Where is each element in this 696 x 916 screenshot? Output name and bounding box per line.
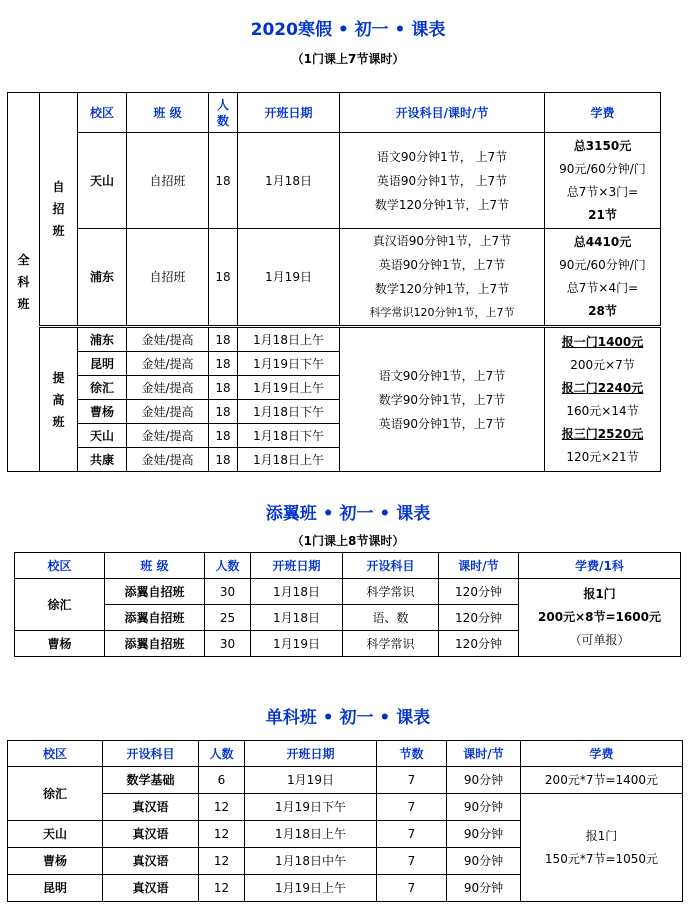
s2-date: 1月19日 — [251, 631, 343, 657]
header-campus: 校区 — [78, 93, 127, 133]
s2-class: 添翼自招班 — [105, 605, 205, 631]
fee-two: 报二门2240元 — [561, 380, 644, 395]
s2-count: 30 — [205, 579, 251, 605]
s2-class: 添翼自招班 — [105, 631, 205, 657]
fee-one: 报一门1400元 — [561, 334, 644, 349]
s3-header-campus: 校区 — [8, 741, 103, 767]
s3-count: 12 — [199, 875, 245, 902]
tg-row-count: 18 — [209, 400, 238, 424]
tg-row-campus: 昆明 — [78, 352, 127, 376]
subject-line: 语文90分钟1节， 上7节 — [376, 149, 508, 164]
s2-date: 1月18日 — [251, 579, 343, 605]
s2-fee — [519, 579, 681, 657]
tg-row-class: 金娃/提高 — [127, 352, 209, 376]
section3-table — [7, 740, 683, 902]
section3-title: 单科班 • 初一 • 课表 — [265, 708, 431, 728]
subject-line: 英语90分钟1节，上7节 — [378, 416, 506, 431]
fee-rate: 90元/60分钟/门 — [559, 258, 646, 272]
tg-row-date: 1月18日下午 — [238, 424, 340, 448]
s2-header-date: 开班日期 — [251, 553, 343, 579]
s3-hours: 90分钟 — [447, 767, 521, 794]
fee-total: 总4410元 — [573, 235, 632, 249]
zz-row2-fee — [545, 229, 661, 327]
s2-header-fee: 学费/1科 — [519, 553, 681, 579]
tg-row-count: 18 — [209, 448, 238, 472]
fee-sessions: 28节 — [588, 304, 617, 318]
section1-title: 2020寒假 • 初一 • 课表 — [250, 20, 446, 40]
header-subjects: 开设科目/课时/节 — [340, 93, 545, 133]
s3-subject: 真汉语 — [103, 875, 199, 902]
s3-header-count: 人数 — [199, 741, 245, 767]
header-class: 班 级 — [127, 93, 209, 133]
subject-line: 数学120分钟1节，上7节 — [374, 282, 510, 296]
s3-date: 1月18日中午 — [245, 848, 377, 875]
header-count: 人 数 — [209, 93, 238, 133]
s2-class: 添翼自招班 — [105, 579, 205, 605]
s2-hours: 120分钟 — [439, 605, 519, 631]
s2-subject: 科学常识 — [343, 631, 439, 657]
subject-line: 语文90分钟1节，上7节 — [378, 368, 506, 383]
subject-line: 英语90分钟1节，上7节 — [378, 258, 506, 272]
s2-subject: 语、数 — [343, 605, 439, 631]
s3-fee-a: 200元*7节=1400元 — [521, 767, 683, 794]
header-start-date: 开班日期 — [238, 93, 340, 133]
s3-date: 1月19日 — [245, 767, 377, 794]
s2-count: 25 — [205, 605, 251, 631]
zz-row2-campus: 浦东 — [78, 229, 127, 327]
s3-hours: 90分钟 — [447, 875, 521, 902]
s3-header-date: 开班日期 — [245, 741, 377, 767]
s3-header-fee: 学费 — [521, 741, 683, 767]
zz-row1-campus: 天山 — [78, 133, 127, 229]
s3-date: 1月19日下午 — [245, 794, 377, 821]
s3-sessions: 7 — [377, 821, 447, 848]
fee-calc: 总7节×3门= — [566, 184, 639, 199]
subject-line: 真汉语90分钟1节，上7节 — [372, 234, 512, 248]
fee-calc: 200元×8节=1600元 — [538, 610, 661, 624]
tg-row-date: 1月19日下午 — [238, 352, 340, 376]
s3-sessions: 7 — [377, 875, 447, 902]
s3-count: 12 — [199, 848, 245, 875]
s2-header-count: 人数 — [205, 553, 251, 579]
tg-row-class: 金娃/提高 — [127, 376, 209, 400]
tg-row-class: 金娃/提高 — [127, 448, 209, 472]
fee-one-calc: 200元×7节 — [570, 357, 635, 372]
s3-header-subject: 开设科目 — [103, 741, 199, 767]
tg-row-count: 18 — [209, 424, 238, 448]
s3-subject: 数学基础 — [103, 767, 199, 794]
s2-hours: 120分钟 — [439, 579, 519, 605]
s3-campus: 昆明 — [8, 875, 103, 902]
s2-header-hours: 课时/节 — [439, 553, 519, 579]
tg-row-count: 18 — [209, 327, 238, 352]
header-fee: 学费 — [545, 93, 661, 133]
s3-subject: 真汉语 — [103, 821, 199, 848]
tg-row-count: 18 — [209, 376, 238, 400]
tg-row-campus: 天山 — [78, 424, 127, 448]
fee-title: 报1门 — [585, 828, 618, 843]
tg-row-date: 1月18日下午 — [238, 400, 340, 424]
fee-rate: 90元/60分钟/门 — [559, 161, 646, 176]
s3-count: 12 — [199, 821, 245, 848]
s2-header-subject: 开设科目 — [343, 553, 439, 579]
zz-row1-fee — [545, 133, 661, 229]
s3-hours: 90分钟 — [447, 821, 521, 848]
section1-table — [7, 92, 661, 472]
tg-row-campus: 浦东 — [78, 327, 127, 352]
zz-row2-count: 18 — [209, 229, 238, 327]
s2-count: 30 — [205, 631, 251, 657]
s2-hours: 120分钟 — [439, 631, 519, 657]
fee-three-calc: 120元×21节 — [566, 449, 639, 464]
category-full-subject: 全 科 班 — [8, 93, 40, 472]
zz-row2-class: 自招班 — [127, 229, 209, 327]
s3-fee-b — [521, 794, 683, 902]
section1-subtitle: （1门课上7节课时） — [291, 52, 405, 66]
tg-row-campus: 徐汇 — [78, 376, 127, 400]
s3-sessions: 7 — [377, 767, 447, 794]
group-tigao-label: 提 高 班 — [40, 327, 78, 472]
subject-line: 科学常识120分钟1节，上7节 — [369, 306, 515, 319]
zz-row2-date: 1月19日 — [238, 229, 340, 327]
zz-row2-subjects — [340, 229, 545, 327]
tg-row-class: 金娃/提高 — [127, 400, 209, 424]
section2-table — [14, 552, 681, 657]
zz-row1-count: 18 — [209, 133, 238, 229]
tg-row-class: 金娃/提高 — [127, 424, 209, 448]
fee-calc: 总7节×4门= — [566, 281, 639, 295]
subject-line: 数学120分钟1节，上7节 — [374, 197, 510, 212]
s3-subject: 真汉语 — [103, 794, 199, 821]
s3-date: 1月18日上午 — [245, 821, 377, 848]
s3-sessions: 7 — [377, 794, 447, 821]
fee-sessions: 21节 — [588, 207, 617, 222]
zz-row1-subjects — [340, 133, 545, 229]
fee-two-calc: 160元×14节 — [566, 403, 639, 418]
fee-note: （可单报） — [569, 633, 630, 647]
s3-count: 6 — [199, 767, 245, 794]
s3-campus: 天山 — [8, 821, 103, 848]
fee-calc: 150元*7节=1050元 — [544, 851, 659, 866]
s3-header-sessions: 节数 — [377, 741, 447, 767]
s2-header-class: 班 级 — [105, 553, 205, 579]
section2-subtitle: （1门课上8节课时） — [291, 534, 405, 548]
tg-row-date: 1月18日上午 — [238, 327, 340, 352]
s3-count: 12 — [199, 794, 245, 821]
s3-campus: 徐汇 — [8, 767, 103, 821]
section2-title: 添翼班 • 初一 • 课表 — [265, 504, 431, 524]
tg-fee — [545, 327, 661, 472]
fee-three: 报三门2520元 — [561, 426, 644, 441]
s2-campus: 曹杨 — [15, 631, 105, 657]
tg-subjects — [340, 327, 545, 472]
s3-hours: 90分钟 — [447, 848, 521, 875]
group-zizhao-label: 自 招 班 — [40, 93, 78, 327]
subject-line: 数学90分钟1节，上7节 — [378, 392, 506, 407]
tg-row-class: 金娃/提高 — [127, 327, 209, 352]
s2-header-campus: 校区 — [15, 553, 105, 579]
s3-sessions: 7 — [377, 848, 447, 875]
s2-campus: 徐汇 — [15, 579, 105, 631]
s3-date: 1月19日上午 — [245, 875, 377, 902]
tg-row-campus: 共康 — [78, 448, 127, 472]
fee-title: 报1门 — [583, 587, 616, 601]
s3-campus: 曹杨 — [8, 848, 103, 875]
tg-row-campus: 曹杨 — [78, 400, 127, 424]
fee-total: 总3150元 — [573, 138, 632, 153]
zz-row1-date: 1月18日 — [238, 133, 340, 229]
tg-row-date: 1月19日上午 — [238, 376, 340, 400]
s3-hours: 90分钟 — [447, 794, 521, 821]
zz-row1-class: 自招班 — [127, 133, 209, 229]
tg-row-date: 1月18日上午 — [238, 448, 340, 472]
tg-row-count: 18 — [209, 352, 238, 376]
s3-header-hours: 课时/节 — [447, 741, 521, 767]
s2-date: 1月18日 — [251, 605, 343, 631]
s3-subject: 真汉语 — [103, 848, 199, 875]
subject-line: 英语90分钟1节， 上7节 — [376, 173, 508, 188]
s2-subject: 科学常识 — [343, 579, 439, 605]
